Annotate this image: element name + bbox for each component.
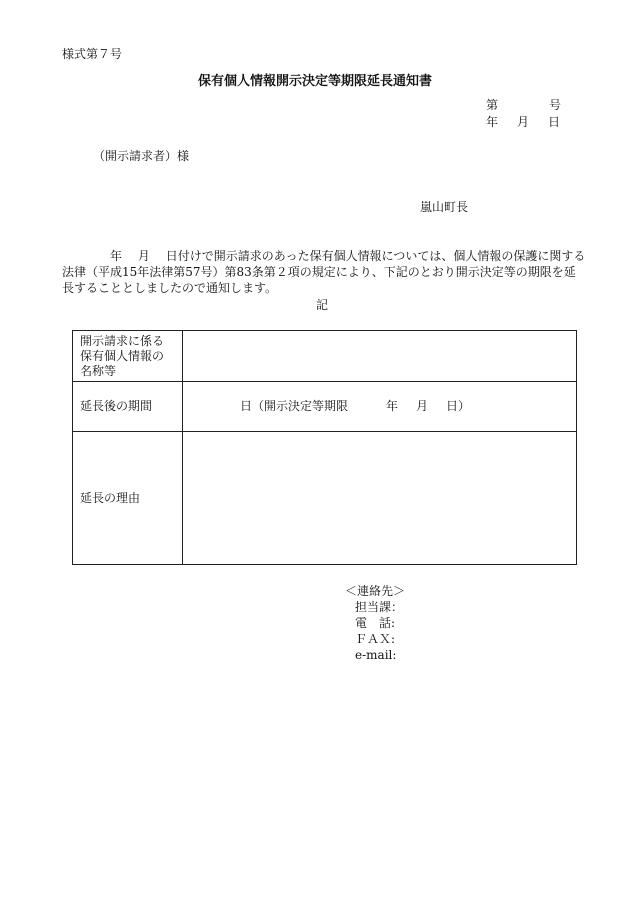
date-month: 月: [517, 115, 530, 129]
date-year: 年: [486, 115, 499, 129]
info-name-label: 開示請求に係る保有個人情報の名称等: [73, 331, 183, 382]
period-day: 日（開示決定等期限: [240, 399, 349, 413]
period-label: 延長後の期間: [73, 382, 183, 432]
contact-fax: ＦＡＸ:: [355, 632, 396, 646]
body-text: 日付けで開示請求のあった保有個人情報については、個人情報の保護に関する法律（平成15年法律第57号）第83条第２項の規定により、下記のとおり開示決定等の期限を延長することとしましたので通知します。: [62, 249, 586, 295]
contact-phone: 電 話:: [355, 616, 396, 630]
period-day-close: 日）: [446, 399, 471, 413]
table-row: [73, 432, 577, 565]
body-month: 月: [137, 249, 150, 263]
ki-heading: 記: [316, 298, 329, 312]
contact-email: e-mail:: [355, 648, 397, 662]
period-value: [183, 382, 577, 432]
period-year: 年: [386, 399, 399, 413]
contact-heading: ＜連絡先＞: [345, 584, 406, 598]
table-row: [73, 331, 577, 382]
table-row: [73, 382, 577, 432]
form-number: 様式第７号: [62, 47, 123, 61]
reason-label: 延長の理由: [73, 432, 183, 565]
doc-number-go: 号: [549, 98, 562, 112]
reason-value: [183, 432, 577, 565]
contact-department: 担当課：: [355, 600, 404, 614]
document-title: 保有個人情報開示決定等期限延長通知書: [197, 74, 432, 89]
doc-number-dai: 第: [486, 98, 499, 112]
date-day: 日: [548, 115, 561, 129]
period-month: 月: [416, 399, 429, 413]
body-paragraph: [62, 248, 587, 296]
extension-table: [72, 330, 577, 565]
body-year: 年: [110, 249, 123, 263]
recipient: （開示請求者）様: [93, 149, 190, 163]
info-name-value: [183, 331, 577, 382]
sender: 嵐山町長: [420, 200, 469, 214]
